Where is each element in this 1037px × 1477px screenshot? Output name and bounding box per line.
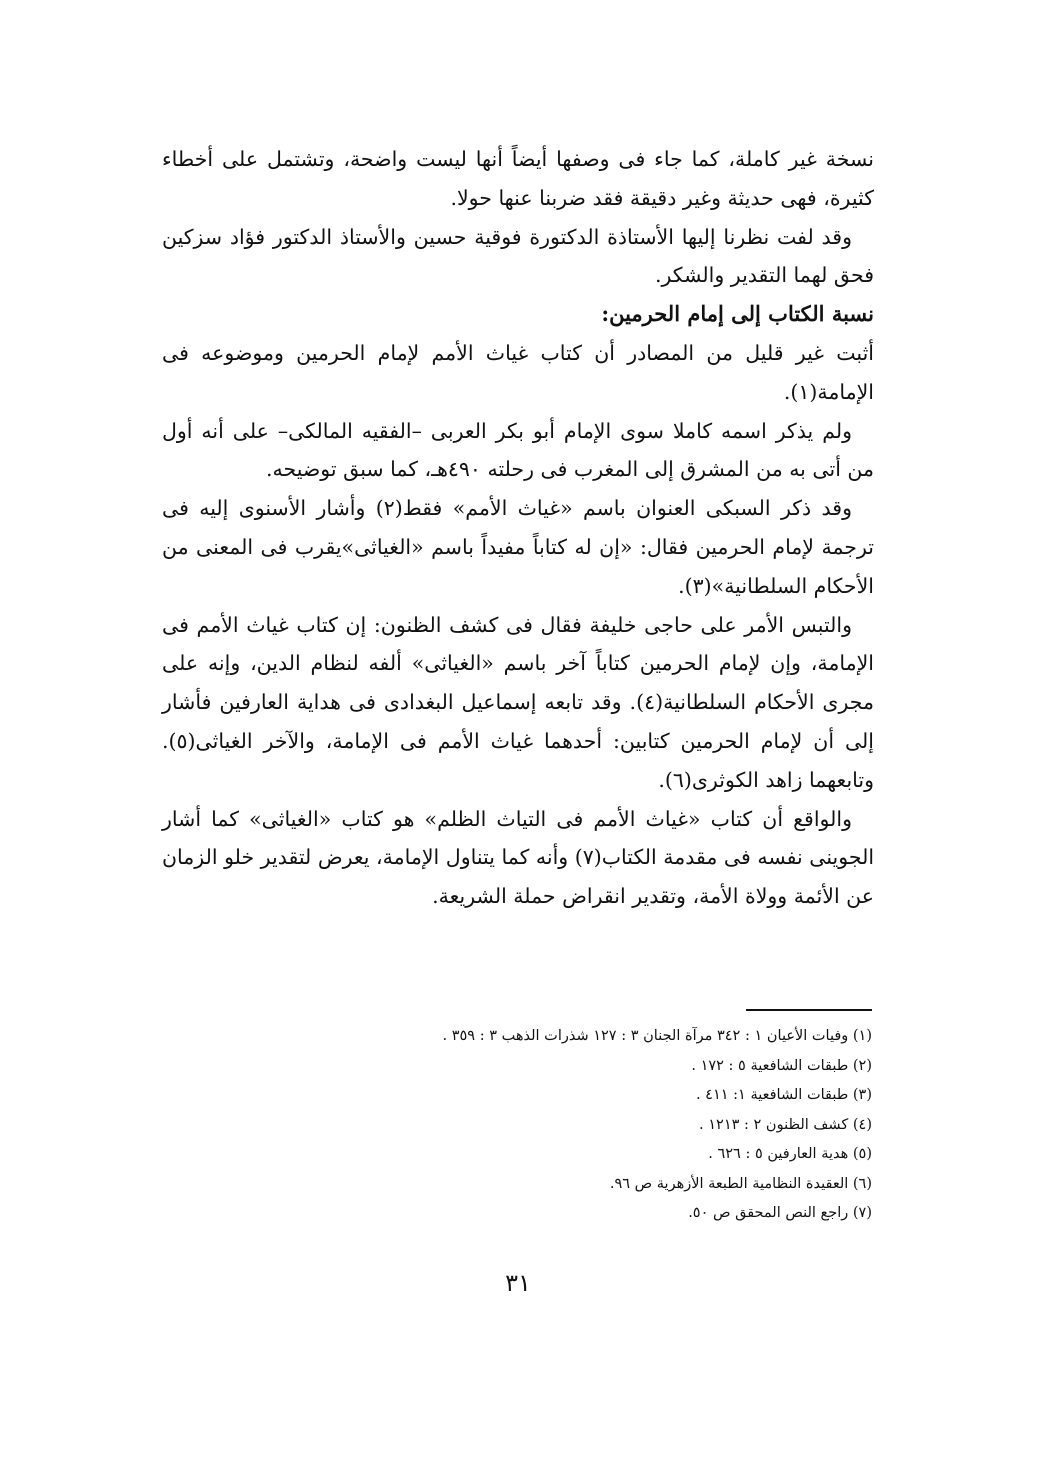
body-text [162,140,874,916]
section-heading: نسبة الكتاب إلى إمام الحرمين: [601,301,874,327]
paragraph: والواقع أن كتاب «غياث الأمم فى التياث الظلم» هو كتاب «الغياثى» كما أشار الجوينى نفسه فى مقدمة الكتاب(٧) وأنه كما يتناول الإمامة، يعرض لتقدير خلو الزمان عن الأئمة وولاة الأمة، وتقدير انقراض حملة الشريعة. [162,806,875,909]
paragraph: أثبت غير قليل من المصادر أن كتاب غياث الأمم لإمام الحرمين وموضوعه فى الإمامة(١). [162,340,874,404]
paragraph: ولم يذكر اسمه كاملا سوى الإمام أبو بكر العربى –الفقيه المالكى– على أنه أول من أتى به من المشرق إلى المغرب فى رحلته ٤٩٠هـ، كما سبق توضيحه. [162,418,874,482]
footnote-2: (٢) طبقات الشافعية ٥ : ١٧٢ . [691,1057,872,1074]
paragraph: وقد ذكر السبكى العنوان باسم «غياث الأمم» فقط(٢) وأشار الأسنوى إليه فى ترجمة لإمام الحرمين فقال: «إن له كتاباً مفيداً باسم «الغياثى»يقرب فى المعنى من الأحكام السلطانية»(٣). [162,496,874,598]
footnote-3: (٣) طبقات الشافعية ١: ٤١١ . [695,1087,872,1103]
paragraph: والتبس الأمر على حاجى خليفة فقال فى كشف الظنون: إن كتاب غياث الأمم فى الإمامة، وإن لإمام الحرمين كتاباً آخر باسم «الغياثى» ألفه لنظام الدين، وإنه على مجرى الأحكام السلطانية(٤). وقد تابعه إسماعيل البغدادى فى هداية العارفين فأشار إلى أن لإمام الحرمين كتابين: أحدهما غياث الأمم فى الإمامة، والآخر الغياثى(٥). وتابعهما زاهد الكوثرى(٦). [162,612,874,792]
footnote-1: (١) وفيات الأعيان ١ : ٣٤٢ مرآة الجنان ٣ : ١٢٧ شذرات الذهب ٣ : ٣٥٩ . [442,1028,872,1044]
footnotes [300,1022,872,1229]
footnote-divider [746,1009,872,1011]
footnote-4: (٤) كشف الظنون ٢ : ١٢١٣ . [699,1116,872,1133]
paragraph: نسخة غير كاملة، كما جاء فى وصفها أيضاً أنها ليست واضحة، وتشتمل على أخطاء كثيرة، فهى حديثة وغير دقيقة فقد ضربنا عنها حولا. [162,147,874,210]
footnote-5: (٥) هدية العارفين ٥ : ٦٢٦ . [708,1146,872,1162]
footnote-6: (٦) العقيدة النظامية الطبعة الأزهرية ص ٩٦. [609,1175,872,1192]
footnote-7: (٧) راجع النص المحقق ص ٥٠. [688,1205,872,1221]
page-number: ٣١ [505,1269,531,1297]
paragraph: وقد لفت نظرنا إليها الأستاذة الدكتورة فوقية حسين والأستاذ الدكتور فؤاد سزكين فحق لهما التقدير والشكر. [162,224,874,288]
